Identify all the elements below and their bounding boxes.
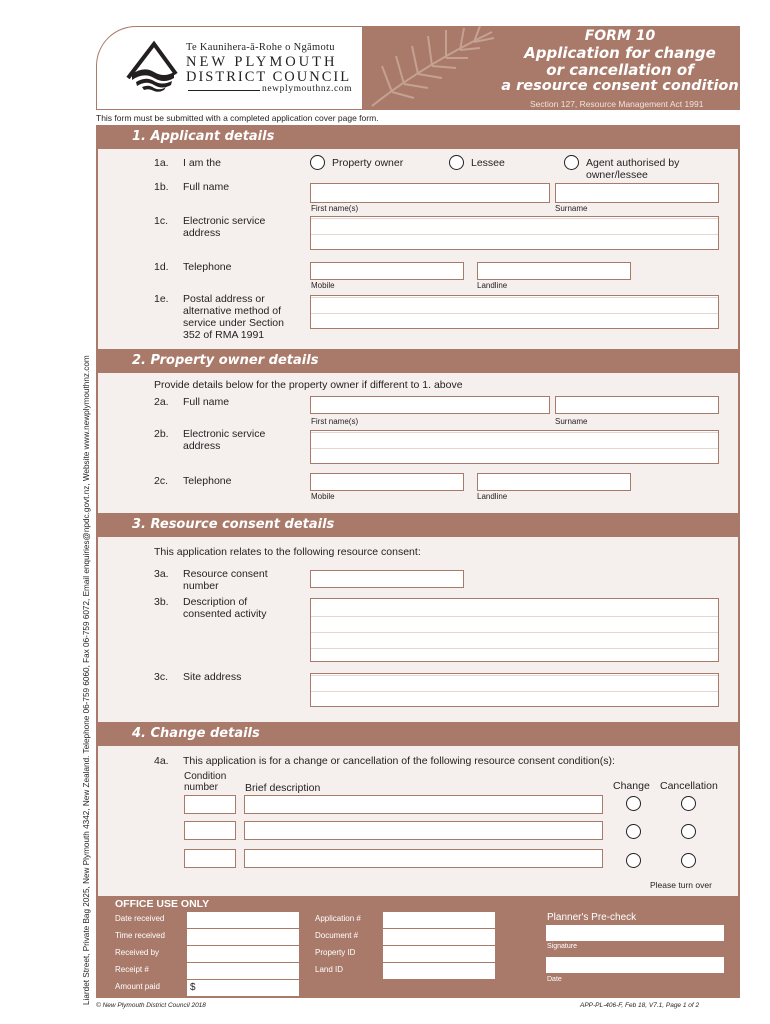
- cancellation-radio-3[interactable]: [681, 853, 696, 868]
- applicant-mobile-input[interactable]: [310, 262, 464, 280]
- owner-email-input[interactable]: [310, 430, 719, 464]
- applicant-surname-input[interactable]: [555, 183, 719, 203]
- please-turn-over: Please turn over: [650, 880, 712, 890]
- council-maori-name: Te Kaunihera-ā-Rohe o Ngāmotu: [186, 42, 335, 53]
- lessee-radio[interactable]: [449, 155, 464, 170]
- agent-label: Agent authorised by owner/lessee: [586, 157, 680, 181]
- q2c-number: 2c.: [154, 475, 169, 487]
- land-id-input[interactable]: [383, 963, 495, 979]
- change-radio-1[interactable]: [626, 796, 641, 811]
- date-received-label: Date received: [115, 914, 165, 923]
- council-name-line1: NEW PLYMOUTH: [186, 54, 338, 70]
- q4a-label: This application is for a change or cancellation of the following resource consent condition(s):: [183, 755, 615, 767]
- section2-intro: Provide details below for the property owner if different to 1. above: [154, 379, 463, 391]
- signature-input[interactable]: [546, 925, 724, 941]
- council-logo-icon: [124, 40, 180, 94]
- cancellation-header: Cancellation: [660, 780, 718, 792]
- owner-mobile-caption: Mobile: [311, 492, 335, 501]
- council-website: newplymouthnz.com: [262, 84, 353, 94]
- lessee-label: Lessee: [471, 157, 505, 169]
- applicant-first-name-input[interactable]: [310, 183, 550, 203]
- q1c-label: Electronic service address: [183, 215, 266, 239]
- cancellation-radio-2[interactable]: [681, 824, 696, 839]
- brief-description-header: Brief description: [245, 782, 321, 794]
- applicant-surname-caption: Surname: [555, 204, 588, 213]
- amount-paid-input[interactable]: [187, 980, 299, 996]
- document-number-input[interactable]: [383, 929, 495, 945]
- condition-number-header: Condition number: [184, 771, 227, 793]
- time-received-label: Time received: [115, 931, 165, 940]
- change-header: Change: [613, 780, 650, 792]
- q1b-label: Full name: [183, 181, 230, 193]
- cancellation-radio-1[interactable]: [681, 796, 696, 811]
- q2a-label: Full name: [183, 396, 230, 408]
- form-title-line2: or cancellation of: [546, 61, 694, 79]
- owner-landline-input[interactable]: [477, 473, 631, 491]
- q1a-label: I am the: [183, 157, 221, 169]
- change-radio-2[interactable]: [626, 824, 641, 839]
- form-number: FORM 10: [584, 28, 656, 44]
- q1a-number: 1a.: [154, 157, 169, 169]
- applicant-email-input[interactable]: [310, 216, 719, 250]
- applicant-postal-address-input[interactable]: [310, 295, 719, 329]
- q1b-number: 1b.: [154, 181, 169, 193]
- office-use-title: OFFICE USE ONLY: [115, 898, 210, 910]
- applicant-landline-caption: Landline: [477, 281, 508, 290]
- condition-number-input-3[interactable]: [184, 849, 236, 868]
- q2b-number: 2b.: [154, 428, 169, 440]
- owner-first-name-input[interactable]: [310, 396, 550, 414]
- application-number-label: Application #: [315, 914, 361, 923]
- form-legislation: Section 127, Resource Management Act 1991: [530, 99, 704, 109]
- receipt-label: Receipt #: [115, 965, 149, 974]
- time-received-input[interactable]: [187, 929, 299, 945]
- q2b-label: Electronic service address: [183, 428, 266, 452]
- amount-paid-label: Amount paid: [115, 982, 160, 991]
- applicant-mobile-caption: Mobile: [311, 281, 335, 290]
- q2a-number: 2a.: [154, 396, 169, 408]
- precheck-date-input[interactable]: [546, 957, 724, 973]
- q3a-label: Resource consent number: [183, 568, 268, 592]
- q3c-number: 3c.: [154, 671, 169, 683]
- currency-symbol: $: [190, 982, 196, 993]
- condition-number-input-1[interactable]: [184, 795, 236, 814]
- property-owner-label: Property owner: [332, 157, 404, 169]
- q3c-label: Site address: [183, 671, 242, 683]
- resource-consent-number-input[interactable]: [310, 570, 464, 588]
- q1d-number: 1d.: [154, 261, 169, 273]
- site-address-input[interactable]: [310, 673, 719, 707]
- q4a-number: 4a.: [154, 755, 169, 767]
- received-by-input[interactable]: [187, 946, 299, 962]
- signature-label: Signature: [547, 943, 577, 950]
- section3-intro: This application relates to the following resource consent:: [154, 546, 421, 558]
- precheck-date-label: Date: [547, 976, 562, 983]
- form-title-line3: a resource consent condition: [501, 78, 739, 94]
- section-resource-consent-heading: 3. Resource consent details: [96, 513, 740, 537]
- brief-description-input-2[interactable]: [244, 821, 603, 840]
- receipt-input[interactable]: [187, 963, 299, 979]
- received-by-label: Received by: [115, 948, 160, 957]
- q3b-label: Description of consented activity: [183, 596, 267, 620]
- form-title-line1: Application for change: [524, 44, 716, 62]
- footer-copyright: © New Plymouth District Council 2018: [96, 1002, 206, 1009]
- condition-number-input-2[interactable]: [184, 821, 236, 840]
- applicant-first-name-caption: First name(s): [311, 204, 359, 213]
- change-radio-3[interactable]: [626, 853, 641, 868]
- q1d-label: Telephone: [183, 261, 232, 273]
- date-received-input[interactable]: [187, 912, 299, 928]
- document-number-label: Document #: [315, 931, 359, 940]
- property-id-input[interactable]: [383, 946, 495, 962]
- brief-description-input-1[interactable]: [244, 795, 603, 814]
- q1e-number: 1e.: [154, 293, 169, 305]
- application-number-input[interactable]: [383, 912, 495, 928]
- brief-description-input-3[interactable]: [244, 849, 603, 868]
- owner-surname-caption: Surname: [555, 417, 588, 426]
- q2c-label: Telephone: [183, 475, 232, 487]
- owner-surname-input[interactable]: [555, 396, 719, 414]
- owner-mobile-input[interactable]: [310, 473, 464, 491]
- q3a-number: 3a.: [154, 568, 169, 580]
- property-id-label: Property ID: [315, 948, 356, 957]
- q1c-number: 1c.: [154, 215, 169, 227]
- planner-precheck-label: Planner's Pre-check: [547, 912, 637, 923]
- owner-first-name-caption: First name(s): [311, 417, 359, 426]
- applicant-landline-input[interactable]: [477, 262, 631, 280]
- council-contact-details: Liardet Street, Private Bag 2025, New Plymouth 4342, New Zealand. Telephone 06-759 6060, Fax 06-759 6072, Email enquiries@npdc.govt.nz, Website www.newplymouthnz.com: [82, 355, 91, 1005]
- footer-reference: APP-PL-406-F, Feb 18, V7.1, Page 1 of 2: [580, 1002, 700, 1009]
- form-intro: This form must be submitted with a completed application cover page form.: [96, 113, 379, 123]
- council-name-line2: DISTRICT COUNCIL: [186, 69, 352, 85]
- property-owner-radio[interactable]: [310, 155, 325, 170]
- section-property-owner-heading: 2. Property owner details: [96, 349, 740, 373]
- logo-divider: [188, 90, 260, 91]
- agent-radio[interactable]: [564, 155, 579, 170]
- owner-landline-caption: Landline: [477, 492, 508, 501]
- section-applicant-heading: 1. Applicant details: [96, 125, 740, 149]
- land-id-label: Land ID: [315, 965, 344, 974]
- section-change-details-heading: 4. Change details: [96, 722, 740, 746]
- q1e-label: Postal address or alternative method of service under Section 352 of RMA 1991: [183, 293, 284, 341]
- consented-activity-input[interactable]: [310, 598, 719, 662]
- q3b-number: 3b.: [154, 596, 169, 608]
